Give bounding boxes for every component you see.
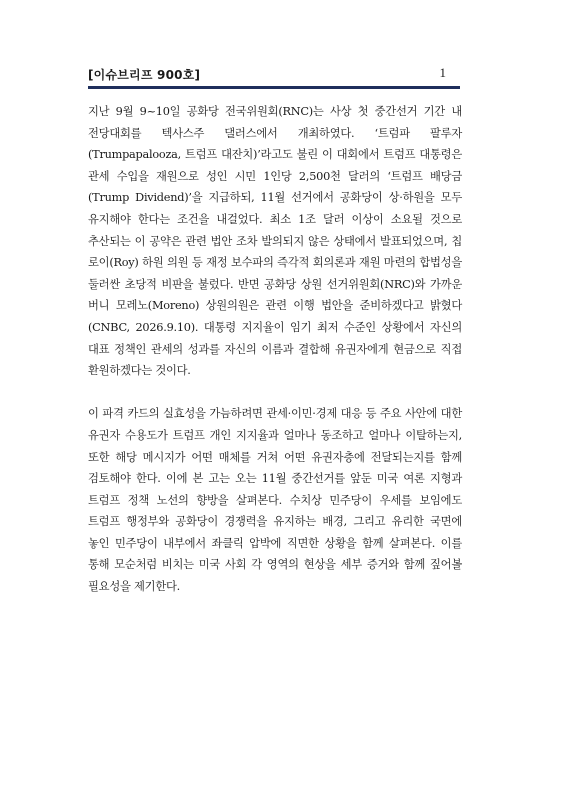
issue-brief-label: [이슈브리프 900호] (88, 68, 201, 82)
page-number: 1 (439, 65, 446, 80)
header-divider (88, 86, 460, 89)
body-text (88, 101, 462, 598)
paragraph-intro: 지난 9월 9~10일 공화당 전국위원회(RNC)는 사상 첫 중간선거 기간 내 전당대회를 텍사스주 댈러스에서 개최하였다. ‘트럼파 팔루자(Trumpapalooza, 트럼프 대잔치)’라고도 불린 이 대회에서 트럼프 대통령은 관세 수입을 재원으로 성인 시민 1인당 2,500천 달러의 ‘트럼프 배당금(Trump Dividend)’을 지급하되, 11월 선거에서 공화당이 상·하원을 모두 유지해야 한다는 조건을 내걸었다. 최소 1조 달러 이상이 소요될 것으로 추산되는 이 공약은 관련 법안 조차 발의되지 않은 상태에서 발표되었으며, 칩 로이(Roy) 하원 의원 등 재정 보수파의 즉각적 회의론과 재원 마련의 합법성을 둘러싼 초당적 비판을 불렀다. 반면 공화당 상원 선거위원회(NRC)와 가까운 버니 모레노(Moreno) 상원의원은 관련 이행 법안을 준비하겠다고 밝혔다(CNBC, 2026.9.10). 대통령 지지율이 임기 최저 수준인 상황에서 자신의 대표 정책인 관세의 성과를 자신의 이름과 결합해 유권자에게 현금으로 직접 환원하겠다는 것이다. (88, 105, 462, 378)
page-header (88, 64, 460, 86)
paragraph-purpose: 이 파격 카드의 실효성을 가늠하려면 관세·이민·경제 대응 등 주요 사안에 대한 유권자 수용도가 트럼프 개인 지지율과 얼마나 동조하고 얼마나 이탈하는지, 또한 해당 메시지가 어떤 매체를 거쳐 어떤 유권자층에 전달되는지를 함께 검토해야 한다. 이에 본 고는 오는 11월 중간선거를 앞둔 미국 여론 지형과 트럼프 정책 노선의 향방을 살펴본다. 수치상 민주당이 우세를 보임에도 트럼프 행정부와 공화당이 경쟁력을 유지하는 배경, 그리고 유리한 국면에 놓인 민주당이 내부에서 좌클릭 압박에 직면한 상황을 함께 살펴본다. 이를 통해 모순처럼 비치는 미국 사회 각 영역의 현상을 세부 증거와 함께 짚어볼 필요성을 제기한다. (88, 407, 462, 594)
